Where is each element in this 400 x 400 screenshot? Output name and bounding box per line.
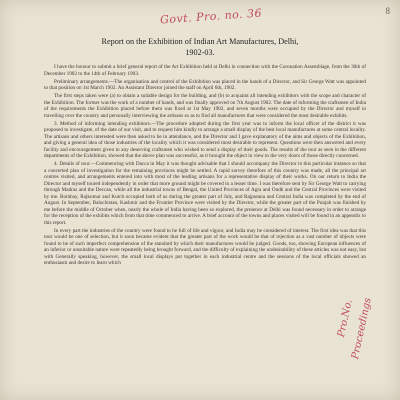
title-line-1: Report on the Exhibition of Indian Art Manufactures, Delhi, bbox=[101, 37, 299, 46]
paragraph: In every part the industries of the country were found to be full of life and vigour, and India may be considered of interest. The first idea was that this tour would be one of selection, but it soon became evident that the greater part of the work would be that of rejection as a vast number of objects were found to be of such imperfect comprehension of the standard by which their manufactures would be judged. Goods, too, showing European influences of an inferior or unsuitable nature were repeatedly being brought forward, and the difficulty of explaining the undesirability of these articles was not easy, but with Generally speaking, however, the small local displays put together in each industrial centre and the sessions of the local officials showed an enthusiasm and desire to learn which bbox=[44, 227, 366, 266]
handwritten-annotation-side-2: Proceedings bbox=[350, 296, 374, 361]
handwritten-annotation-side: Pro.No. bbox=[336, 298, 355, 339]
paragraph: 4. Details of tour.—Commencing with Dacca in May it was thought advisable that I should accompany the Director in this particular instance so that a concerted plan of investigation for the remaining provinces might be settled. A rapid survey therefore of this country was made, all the principal art centres visited, and arrangements entered into with most of the leading artisans for a representative display of their works. On our return to India the Director and myself toured independently in order that more ground might be covered in a lesser time. I was therefore sent by Sir George Watt to carrying through Madras and the Deccan, while all the industrial towns of Bengal, the United Provinces of Agra and Oudh and the Central Provinces were visited by me. Bombay, Rajkumar and Kutch occupied both of us during the greater part of July, and Rajputana and Central India was completed by the end of August. In September, Baluchistan, Kashmir and the Frontier Province were visited by the Director, while the greater part of the Punjab was finished by me before the middle of October when, nearly the whole of India having been so explored, the presence at Delhi was found necessary in order to arrange for the reception of the exhibits which from that time commenced to arrive. A brief account of the towns and places visited will be found in an appendix to this report. bbox=[44, 161, 366, 226]
paragraph: 3. Method of informing intending exhibitors.—The procedure adopted during the first year was to inform the local officer of the district it was proposed to investigate, of the date of our visit, and to request him kindly to arrange a small display of the best local manufactures at some central locality. The artisans and others interested were then asked to be in attendance, and the Director and I gave explanatory of the aims and objects of the Exhibition, and giving a general idea of those industries of the locality which it was considered most desirable to represent. Questions were then answered and every facility and encouragement given to any deserving craftsmen who wished to send a display of their goods. The results of the tour as seen in the different departments of the Exhibition, showed that the above plan was successful, as it brought the object in view to the very doors of those directly concerned. bbox=[44, 120, 366, 159]
handwritten-annotation-top: Govt. Pro. no. 36 bbox=[159, 6, 263, 27]
report-title bbox=[40, 36, 360, 58]
paragraph: Preliminary arrangements.—The organisation and control of the Exhibition was placed in the hands of a Director, and Sir George Watt was appointed to that position on 1st March 1902. An Assistant Director joined the staff on April 6th, 1902. bbox=[44, 78, 366, 91]
report-body bbox=[44, 64, 366, 268]
paragraph: The first steps taken were (a) to obtain a suitable design for the building, and (b) to acquaint all intending exhibitors with the scope and character of the Exhibition. The former was the work of a number of hands, and was finally approved on 7th August 1902. The date of informing the craftsmen of India of the requirements the Exhibition placed before them was fixed at 1st May 1902, and seven months were occupied by the Director and myself in travelling over the country and personally interviewing the artisans so as to find all manufactures that were considered the most desirable exhibits. bbox=[44, 93, 366, 119]
title-line-2: 1902-03. bbox=[185, 48, 215, 57]
page-number: 8 bbox=[385, 6, 390, 16]
paragraph: I have the honour to submit a brief general report of the Art Exhibition held at Delhi in connection with the Coronation Assemblage, from the 30th of December 1902 to the 14th of February 1903. bbox=[44, 64, 366, 77]
